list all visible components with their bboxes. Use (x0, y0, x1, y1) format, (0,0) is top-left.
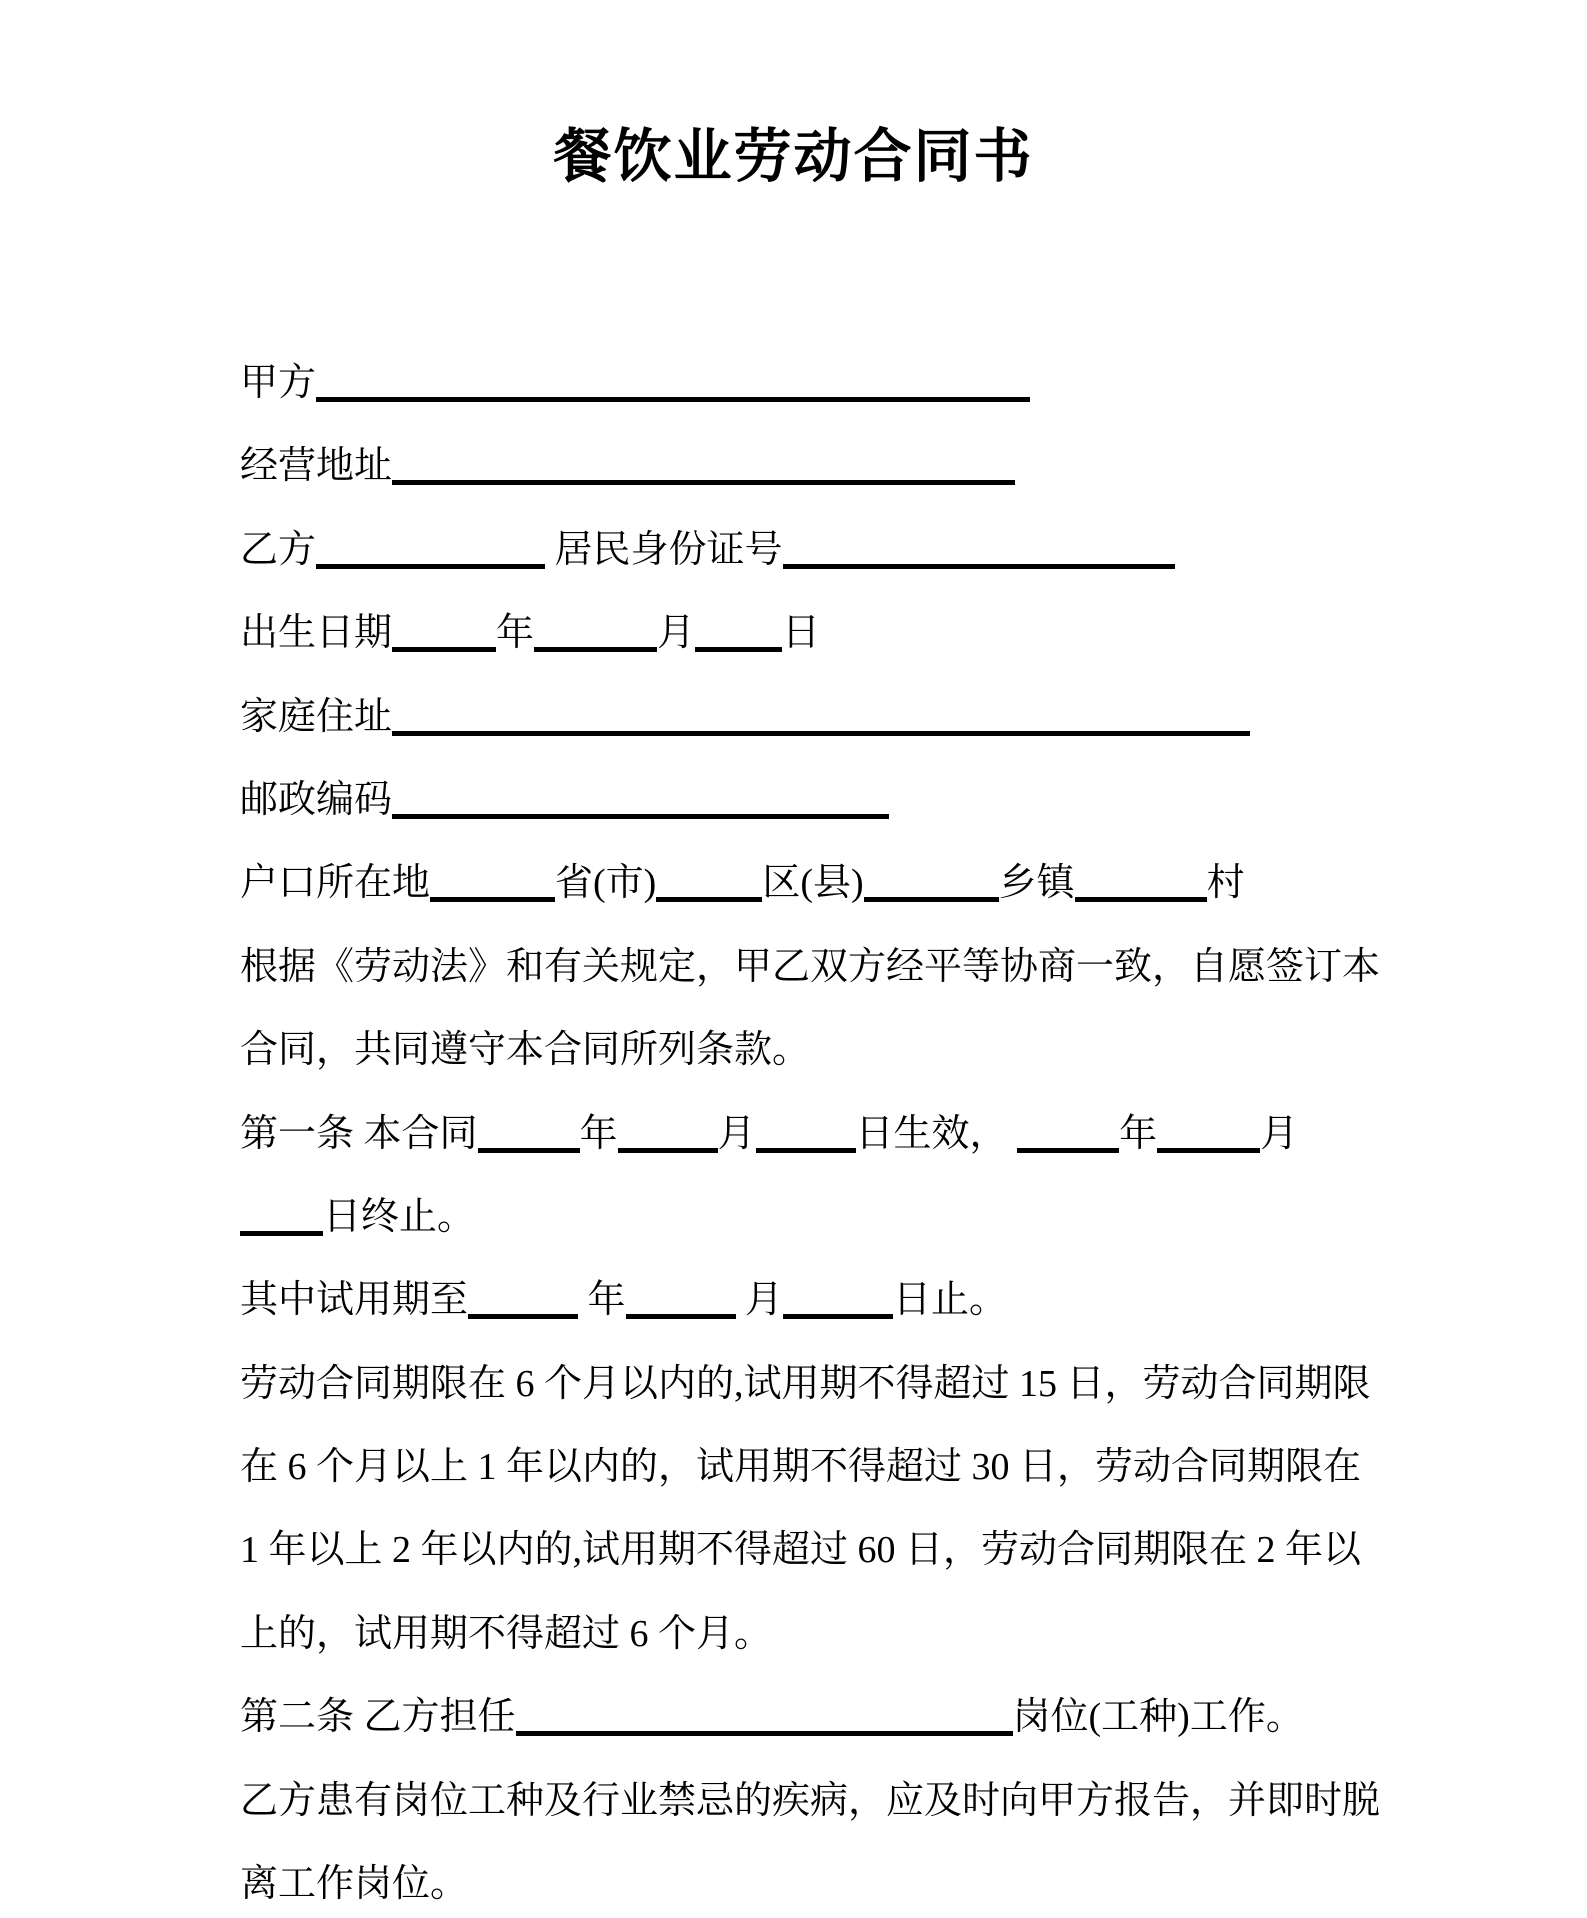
fill-in-blank (864, 897, 999, 902)
text-segment: 根据《劳动法》和有关规定，甲乙双方经平等协商一致，自愿签订本 (240, 945, 1381, 988)
text-segment: 居民身份证号 (545, 528, 783, 571)
text-segment: 乙方患有岗位工种及行业禁忌的疾病，应及时向甲方报告，并即时脱 (240, 1779, 1381, 1822)
text-segment: 月 (717, 1112, 756, 1155)
business-address-line (240, 425, 1397, 508)
document-title: 餐饮业劳动合同书 (553, 124, 1034, 189)
text-segment: 月 (657, 612, 696, 655)
text-segment: 日生效， (855, 1112, 1018, 1155)
text-segment: 乙方 (240, 528, 317, 571)
fill-in-blank (656, 897, 762, 902)
fill-in-blank (618, 1148, 718, 1153)
text-segment: 区(县) (762, 862, 864, 905)
fill-in-blank (430, 897, 555, 902)
text-segment: 出生日期 (240, 612, 393, 655)
fill-in-blank (316, 397, 1030, 402)
text-segment: 第一条 本合同 (240, 1112, 478, 1155)
text-segment: 乡镇 (998, 862, 1075, 905)
home-address-line (240, 676, 1397, 759)
article-1-line-2 (240, 1176, 1397, 1259)
fill-in-blank (316, 564, 545, 569)
text-segment: 日止。 (893, 1279, 1008, 1322)
text-segment: 1 年以上 2 年以内的,试用期不得超过 60 日，劳动合同期限在 2 年以 (240, 1529, 1362, 1572)
birth-date-line (240, 592, 1397, 675)
text-segment: 家庭住址 (240, 695, 393, 738)
article-1-line-1 (240, 1093, 1397, 1176)
preamble-line-2 (240, 1009, 1397, 1092)
fill-in-blank (240, 1231, 323, 1236)
text-segment: 离工作岗位。 (240, 1863, 469, 1906)
fill-in-blank (1157, 1148, 1260, 1153)
fill-in-blank (783, 564, 1175, 569)
article-2-note-line-1 (240, 1760, 1397, 1843)
text-segment: 岗位(工种)工作。 (1012, 1696, 1304, 1739)
fill-in-blank (695, 647, 782, 652)
text-segment: 在 6 个月以上 1 年以内的，试用期不得超过 30 日，劳动合同期限在 (240, 1446, 1362, 1489)
text-segment: 年 (496, 612, 535, 655)
text-segment: 月 (1260, 1112, 1299, 1155)
term-rule-line-3 (240, 1509, 1397, 1592)
fill-in-blank (516, 1731, 1013, 1736)
fill-in-blank (756, 1148, 856, 1153)
fill-in-blank (392, 731, 1250, 736)
fill-in-blank (468, 1314, 578, 1319)
text-segment: 月 (735, 1279, 784, 1322)
party-a-line (240, 342, 1397, 425)
preamble-line-1 (240, 926, 1397, 1009)
text-segment: 其中试用期至 (240, 1279, 469, 1322)
probation-period-line (240, 1259, 1397, 1342)
text-segment: 年 (578, 1279, 626, 1322)
article-2-note-line-2 (240, 1843, 1397, 1918)
fill-in-blank (783, 1314, 893, 1319)
document-body (0, 342, 1587, 1918)
text-segment: 日 (782, 612, 821, 655)
party-b-id-line (240, 509, 1397, 592)
fill-in-blank (392, 814, 889, 819)
text-segment: 第二条 乙方担任 (240, 1696, 516, 1739)
text-segment: 劳动合同期限在 6 个月以内的,试用期不得超过 15 日，劳动合同期限 (240, 1362, 1371, 1405)
fill-in-blank (392, 647, 496, 652)
text-segment: 户口所在地 (240, 862, 431, 905)
postal-code-line (240, 759, 1397, 842)
term-rule-line-1 (240, 1343, 1397, 1426)
text-segment: 日终止。 (323, 1195, 476, 1238)
text-segment: 年 (1119, 1112, 1158, 1155)
fill-in-blank (534, 647, 657, 652)
fill-in-blank (1075, 897, 1207, 902)
text-segment: 甲方 (240, 362, 317, 404)
text-segment: 上的，试用期不得超过 6 个月。 (240, 1612, 773, 1655)
term-rule-line-2 (240, 1426, 1397, 1509)
text-segment: 合同，共同遵守本合同所列条款。 (240, 1029, 811, 1072)
text-segment: 村 (1206, 862, 1245, 905)
fill-in-blank (626, 1314, 736, 1319)
household-registration-line (240, 842, 1397, 925)
fill-in-blank (392, 480, 1015, 485)
text-segment: 省(市) (555, 862, 657, 905)
term-rule-line-4 (240, 1593, 1397, 1676)
fill-in-blank (1017, 1148, 1119, 1153)
fill-in-blank (478, 1148, 580, 1153)
text-segment: 年 (579, 1112, 618, 1155)
text-segment: 邮政编码 (240, 778, 393, 821)
article-2-line (240, 1676, 1397, 1759)
text-segment: 经营地址 (240, 445, 393, 488)
